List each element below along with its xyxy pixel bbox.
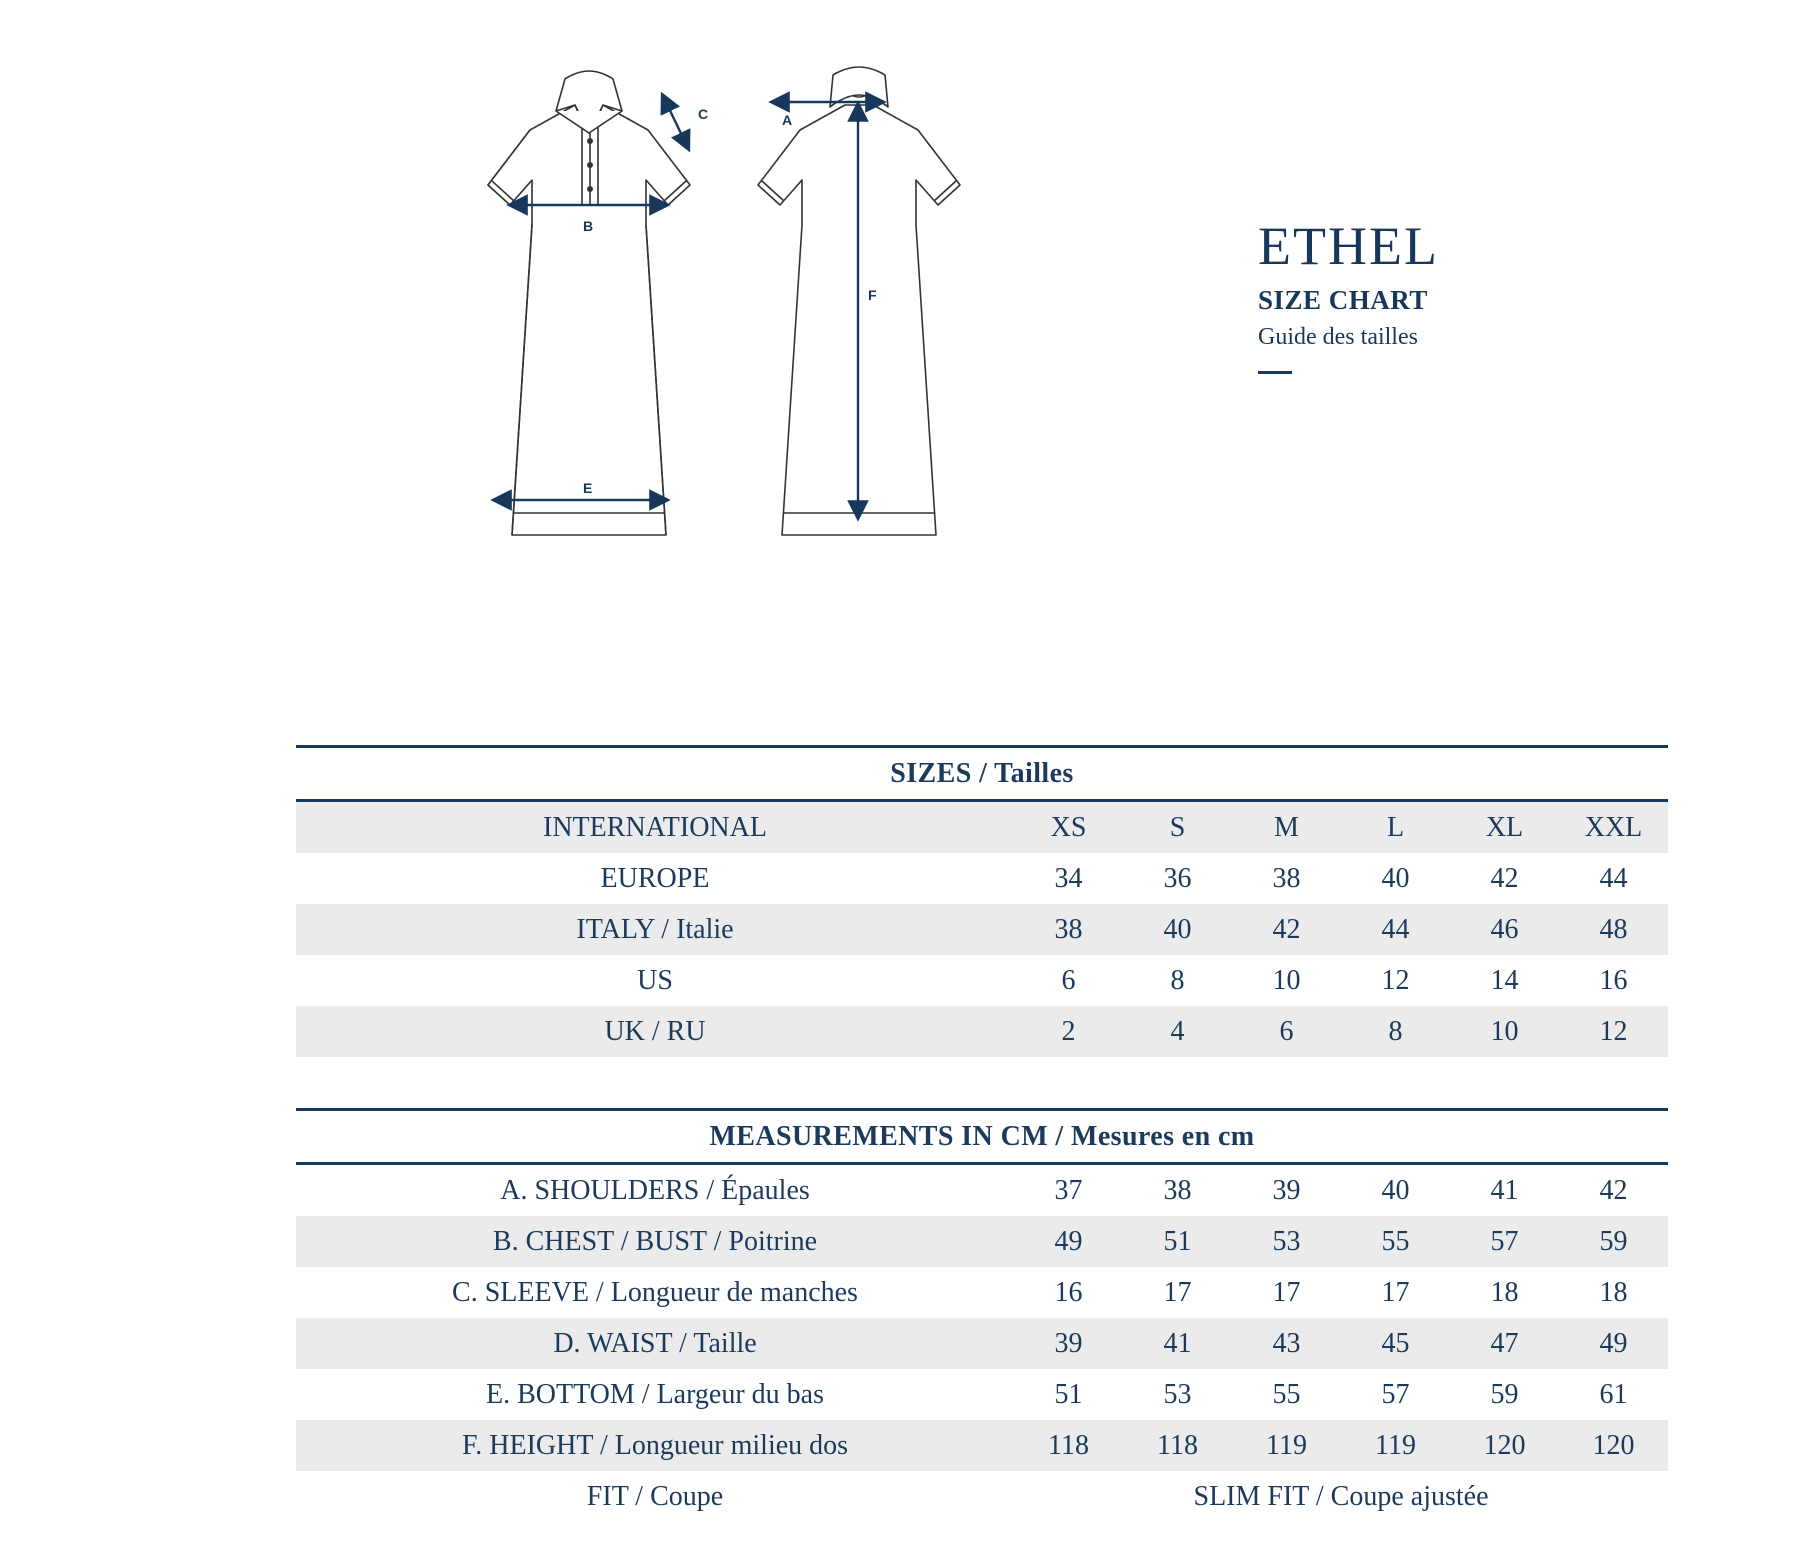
cell-europe-5: 44: [1599, 862, 1628, 894]
table-row: [296, 1369, 1668, 1420]
cell-italy-0: 38: [1014, 904, 1123, 955]
cell-bottom-5: 61: [1599, 1378, 1628, 1410]
sizes-section-heading-row: [296, 747, 1668, 801]
cell-ukru-0: 2: [1014, 1006, 1123, 1057]
cell-ukru-2: 6: [1232, 1006, 1341, 1057]
cell-bottom-1: 53: [1163, 1378, 1192, 1410]
diagram-label-f: F: [868, 287, 877, 303]
row-label-us: US: [637, 964, 673, 996]
cell-waist-1: 41: [1123, 1318, 1232, 1369]
cell-shoulders-4: 41: [1490, 1174, 1519, 1206]
table-row: [296, 801, 1668, 854]
cell-waist-5: 49: [1559, 1318, 1668, 1369]
diagram-label-c: C: [698, 106, 709, 122]
cell-shoulders-1: 38: [1163, 1174, 1192, 1206]
cell-us-1: 8: [1170, 964, 1185, 996]
table-row: [296, 955, 1668, 1006]
cell-italy-4: 46: [1450, 904, 1559, 955]
table-row: [296, 1006, 1668, 1057]
cell-bottom-0: 51: [1054, 1378, 1083, 1410]
table-row: [296, 1420, 1668, 1471]
cell-shoulders-2: 39: [1272, 1174, 1301, 1206]
size-chart-tables: [296, 745, 1668, 1522]
cell-height-2: 119: [1232, 1420, 1341, 1471]
cell-waist-3: 45: [1341, 1318, 1450, 1369]
cell-europe-3: 40: [1381, 862, 1410, 894]
cell-ukru-3: 8: [1341, 1006, 1450, 1057]
cell-international-m: M: [1232, 801, 1341, 854]
polo-dress-technical-drawing: [470, 45, 1070, 585]
cell-italy-5: 48: [1559, 904, 1668, 955]
table-section-spacer: [296, 1057, 1668, 1110]
table-row: [296, 1267, 1668, 1318]
cell-chest-5: 59: [1559, 1216, 1668, 1267]
row-label-italy: ITALY / Italie: [296, 904, 1014, 955]
cell-height-4: 120: [1450, 1420, 1559, 1471]
brand-title: ETHEL: [1258, 216, 1439, 276]
table-row: [296, 1164, 1668, 1217]
cell-height-5: 120: [1559, 1420, 1668, 1471]
brand-subtitle: SIZE CHART: [1258, 284, 1428, 315]
cell-sleeve-3: 17: [1381, 1276, 1410, 1308]
measurements-section-heading: MEASUREMENTS IN CM / Mesures en cm: [709, 1120, 1255, 1152]
cell-shoulders-5: 42: [1599, 1174, 1628, 1206]
row-label-europe: EUROPE: [600, 862, 710, 894]
cell-us-0: 6: [1061, 964, 1076, 996]
cell-sleeve-5: 18: [1599, 1276, 1628, 1308]
cell-sleeve-4: 18: [1490, 1276, 1519, 1308]
cell-ukru-4: 10: [1450, 1006, 1559, 1057]
cell-us-2: 10: [1272, 964, 1301, 996]
cell-height-1: 118: [1123, 1420, 1232, 1471]
cell-international-xl: XL: [1450, 801, 1559, 854]
measurements-section-heading-row: [296, 1110, 1668, 1164]
cell-waist-4: 47: [1450, 1318, 1559, 1369]
row-label-bottom: E. BOTTOM / Largeur du bas: [485, 1378, 825, 1410]
row-label-height: F. HEIGHT / Longueur milieu dos: [296, 1420, 1014, 1471]
table-row: [296, 1216, 1668, 1267]
cell-us-3: 12: [1381, 964, 1410, 996]
cell-sleeve-2: 17: [1272, 1276, 1301, 1308]
row-label-uk-ru: UK / RU: [296, 1006, 1014, 1057]
cell-chest-1: 51: [1123, 1216, 1232, 1267]
cell-international-xxl: XXL: [1559, 801, 1668, 854]
cell-europe-4: 42: [1490, 862, 1519, 894]
cell-height-0: 118: [1014, 1420, 1123, 1471]
cell-sleeve-0: 16: [1054, 1276, 1083, 1308]
row-label-waist: D. WAIST / Taille: [296, 1318, 1014, 1369]
cell-shoulders-3: 40: [1381, 1174, 1410, 1206]
diagram-label-a: A: [782, 112, 793, 128]
table-row: [296, 1318, 1668, 1369]
cell-chest-3: 55: [1341, 1216, 1450, 1267]
cell-chest-2: 53: [1232, 1216, 1341, 1267]
brand-divider: [1258, 371, 1292, 374]
cell-italy-3: 44: [1341, 904, 1450, 955]
cell-fit-value: SLIM FIT / Coupe ajustée: [1193, 1480, 1489, 1512]
polo-dress-front-view: [488, 71, 690, 535]
cell-bottom-3: 57: [1381, 1378, 1410, 1410]
cell-shoulders-0: 37: [1054, 1174, 1083, 1206]
table-row-fit: [296, 1471, 1668, 1522]
row-label-shoulders: A. SHOULDERS / Épaules: [500, 1174, 810, 1206]
cell-height-3: 119: [1341, 1420, 1450, 1471]
cell-international-l: L: [1341, 801, 1450, 854]
diagram-label-b: B: [583, 218, 594, 234]
brand-block: [1258, 218, 1688, 374]
cell-bottom-2: 55: [1272, 1378, 1301, 1410]
size-chart-table: [296, 745, 1668, 1522]
cell-sleeve-1: 17: [1163, 1276, 1192, 1308]
cell-us-4: 14: [1490, 964, 1519, 996]
diagram-label-e: E: [583, 480, 593, 496]
cell-europe-1: 36: [1163, 862, 1192, 894]
table-row: [296, 904, 1668, 955]
cell-ukru-5: 12: [1559, 1006, 1668, 1057]
cell-bottom-4: 59: [1490, 1378, 1519, 1410]
cell-ukru-1: 4: [1123, 1006, 1232, 1057]
table-row: [296, 853, 1668, 904]
cell-international-xs: XS: [1014, 801, 1123, 854]
row-label-fit: FIT / Coupe: [586, 1480, 724, 1512]
cell-europe-0: 34: [1054, 862, 1083, 894]
cell-chest-0: 49: [1014, 1216, 1123, 1267]
cell-international-s: S: [1123, 801, 1232, 854]
cell-waist-2: 43: [1232, 1318, 1341, 1369]
cell-chest-4: 57: [1450, 1216, 1559, 1267]
row-label-chest: B. CHEST / BUST / Poitrine: [296, 1216, 1014, 1267]
cell-us-5: 16: [1599, 964, 1628, 996]
row-label-international: INTERNATIONAL: [296, 801, 1014, 854]
cell-waist-0: 39: [1014, 1318, 1123, 1369]
sizes-section-heading: SIZES / Tailles: [890, 757, 1074, 789]
cell-italy-1: 40: [1123, 904, 1232, 955]
cell-europe-2: 38: [1272, 862, 1301, 894]
brand-subtitle-fr: Guide des tailles: [1258, 323, 1418, 350]
cell-italy-2: 42: [1232, 904, 1341, 955]
row-label-sleeve: C. SLEEVE / Longueur de manches: [452, 1276, 858, 1308]
